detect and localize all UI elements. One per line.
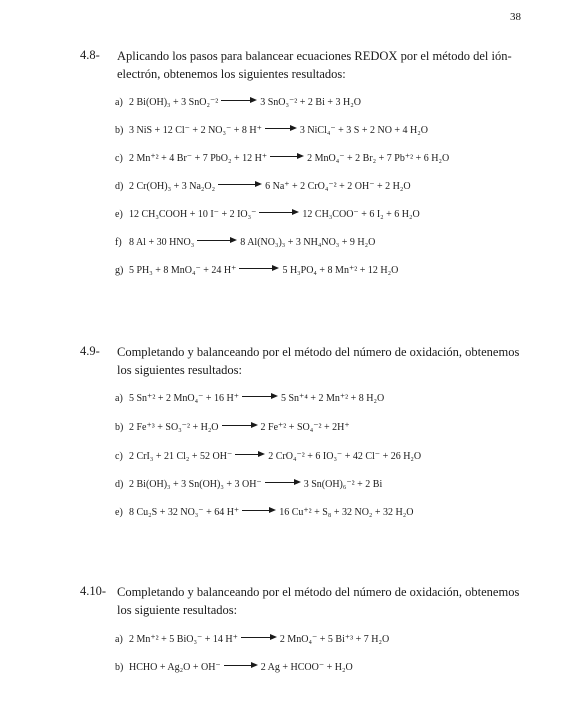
equation-reactants: 2 Mn⁺² + 4 Br⁻ + 7 PbO₂ + 12 H⁺ [129,153,268,164]
equation-products: 2 MnO₄⁻ + 5 Bi⁺³ + 7 H₂O [279,634,390,645]
reaction-arrow-icon [242,507,276,515]
equation-label: c) [115,451,123,462]
equation-reactants: 2 Fe⁺³ + SO₃⁻² + H₂O [129,422,219,433]
reaction-arrow-icon [221,97,257,105]
section-text: Completando y balanceando por el método del número de oxidación, obtenemos los siguientes resultados: [117,345,520,377]
equation [115,393,384,404]
equation-reactants: 8 Al + 30 HNO₃ [129,237,195,248]
equation-products: 2 CrO₄⁻² + 6 IO₃⁻ + 42 Cl⁻ + 26 H₂O [268,451,422,462]
equation-reactants: 3 NiS + 12 Cl⁻ + 2 NO₃⁻ + 8 H⁺ [129,125,262,136]
reaction-arrow-icon [265,125,297,133]
equation [115,662,353,673]
equation [115,153,449,164]
equation-label: e) [115,209,123,220]
reaction-arrow-icon [239,265,279,273]
equation-products: 5 Sn⁺⁴ + 2 Mn⁺² + 8 H₂O [281,393,385,404]
page-number: 38 [510,11,521,23]
equation-products: 3 NiCl₄⁻ + 3 S + 2 NO + 4 H₂O [299,125,428,136]
equation-label: d) [115,181,124,192]
equation-reactants: 2 Mn⁺² + 5 BiO₃⁻ + 14 H⁺ [129,634,238,645]
equation-reactants: 12 CH₃COOH + 10 I⁻ + 2 IO₃⁻ [129,209,257,220]
reaction-arrow-icon [218,181,262,189]
equation-products: 12 CH₃COO⁻ + 6 I₂ + 6 H₂O [302,209,420,220]
equation-reactants: 2 Cr(OH)₃ + 3 Na₂O₂ [129,181,216,192]
section-text: Completando y balanceando por el método del número de oxidación, obtenemos los siguiente resultados: [117,585,520,617]
equation [115,97,361,108]
reaction-arrow-icon [265,479,301,487]
equation-reactants: HCHO + Ag₂O + OH⁻ [129,662,221,673]
equation-label: b) [115,125,124,136]
equation-reactants: 2 Bi(OH)₃ + 3 SnO₂⁻² [129,97,219,108]
equation-label: d) [115,479,124,490]
equation-label: a) [115,393,123,404]
equation [115,265,398,276]
equation [115,634,389,645]
equation-products: 16 Cu⁺² + S₈ + 32 NO₂ + 32 H₂O [279,507,414,518]
section-text: Aplicando los pasos para balancear ecuaciones REDOX por el método del ión-electrón, obtenemos los siguientes resultados: [117,49,512,81]
equation-label: a) [115,97,123,108]
equation-products: 3 SnO₃⁻² + 2 Bi + 3 H₂O [260,97,361,108]
equation-products: 2 Fe⁺² + SO₄⁻² + 2H⁺ [260,422,350,433]
equation-reactants: 2 CrI₃ + 21 Cl₂ + 52 OH⁻ [129,451,233,462]
reaction-arrow-icon [224,662,258,670]
equation-products: 3 Sn(OH)₆⁻² + 2 Bi [303,479,383,490]
equation [115,181,411,192]
section-number: 4.10- [80,584,107,598]
equation-label: f) [115,237,122,248]
equation-reactants: 5 PH₃ + 8 MnO₄⁻ + 24 H⁺ [129,265,237,276]
equation [115,422,350,433]
equation-label: b) [115,422,124,433]
equation [115,451,421,462]
equation-label: e) [115,507,123,518]
equation-reactants: 5 Sn⁺² + 2 MnO₄⁻ + 16 H⁺ [129,393,239,404]
section-number: 4.9- [80,344,100,358]
equation-products: 2 MnO₄⁻ + 2 Br₂ + 7 Pb⁺² + 6 H₂O [307,153,450,164]
section-number: 4.8- [80,48,100,62]
reaction-arrow-icon [241,634,277,642]
equation-reactants: 8 Cu₂S + 32 NO₃⁻ + 64 H⁺ [129,507,240,518]
reaction-arrow-icon [222,422,258,430]
equation-products: 5 H₃PO₄ + 8 Mn⁺² + 12 H₂O [282,265,399,276]
equation [115,209,420,220]
equation [115,479,382,490]
equation-products: 2 Ag + HCOO⁻ + H₂O [260,662,353,673]
reaction-arrow-icon [197,237,237,245]
equation [115,237,375,248]
equation-label: b) [115,662,124,673]
equation-label: c) [115,153,123,164]
reaction-arrow-icon [235,451,265,459]
reaction-arrow-icon [242,393,278,401]
equation-products: 6 Na⁺ + 2 CrO₄⁻² + 2 OH⁻ + 2 H₂O [265,181,411,192]
equation [115,125,428,136]
equation-label: g) [115,265,124,276]
equation [115,507,414,518]
equation-reactants: 2 Bi(OH)₃ + 3 Sn(OH)₃ + 3 OH⁻ [129,479,262,490]
equation-products: 8 Al(NO₃)₃ + 3 NH₄NO₃ + 9 H₂O [240,237,376,248]
reaction-arrow-icon [259,209,299,217]
reaction-arrow-icon [270,153,304,161]
equation-label: a) [115,634,123,645]
